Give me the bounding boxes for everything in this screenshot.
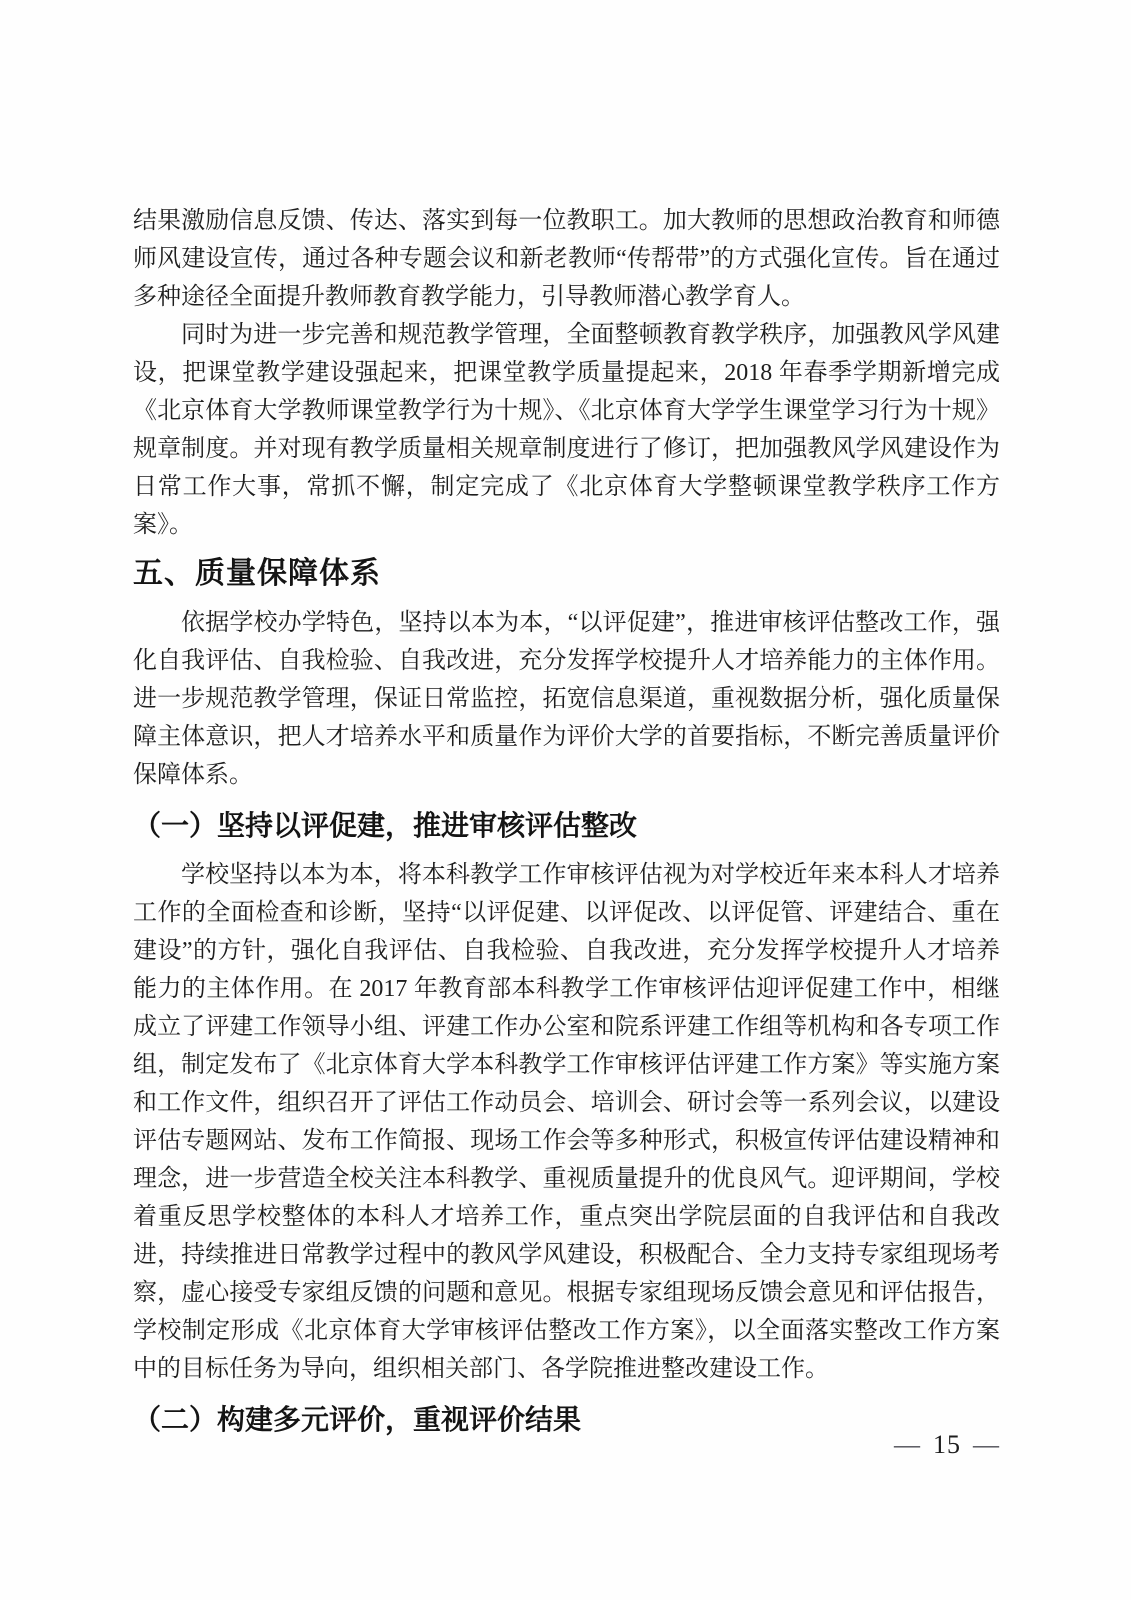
paragraph-evaluation-work: 学校坚持以本为本，将本科教学工作审核评估视为对学校近年来本科人才培养工作的全面检查和诊断，坚持“以评促建、以评促改、以评促管、评建结合、重在建设”的方针，强化自我评估、自我检验、自我改进，充分发挥学校提升人才培养能力的主体作用。在 2017 年教育部本科教学工作审核评估迎评促建工作中，相继成立了评建工作领导小组、评建工作办公室和院系评建工作组等机构和各专项工作组，制定发布了《北京体育大学本科教学工作审核评估评建工作方案》等实施方案和工作文件，组织召开了评估工作动员会、培训会、研讨会等一系列会议，以建设评估专题网站、发布工作简报、现场工作会等多种形式，积极宣传评估建设精神和理念，进一步营造全校关注本科教学、重视质量提升的优良风气。迎评期间，学校着重反思学校整体的本科人才培养工作，重点突出学院层面的自我评估和自我改进，持续推进日常教学过程中的教风学风建设，积极配合、全力支持专家组现场考察，虚心接受专家组反馈的问题和意见。根据专家组现场反馈会意见和评估报告，学校制定形成《北京体育大学审核评估整改工作方案》，以全面落实整改工作方案中的目标任务为导向，组织相关部门、各学院推进整改建设工作。 [133,862,1000,1382]
subsection-heading-2: （二）构建多元评价，重视评价结果 [133,1404,582,1435]
page-footer [894,1430,1000,1460]
page-number: 15 [933,1430,961,1459]
section-heading-quality-assurance: 五、质量保障体系 [133,557,381,590]
paragraph-teaching-management: 同时为进一步完善和规范教学管理，全面整顿教育教学秩序，加强教风学风建设，把课堂教学建设强起来，把课堂教学质量提起来，2018 年春季学期新增完成《北京体育大学教师课堂教学行为十规》、《北京体育大学学生课堂学习行为十规》规章制度。并对现有教学质量相关规章制度进行了修订，把加强教风学风建设作为日常工作大事，常抓不懈，制定完成了《北京体育大学整顿课堂教学秩序工作方案》。 [133,322,1000,538]
footer-dash-right: — [973,1430,1000,1459]
paragraph-continuation: 结果激励信息反馈、传达、落实到每一位教职工。加大教师的思想政治教育和师德师风建设宣传，通过各种专题会议和新老教师“传帮带”的方式强化宣传。旨在通过多种途径全面提升教师教育教学能力，引导教师潜心教学育人。 [133,208,1000,310]
footer-dash-left: — [894,1430,921,1459]
page-content [133,202,1000,1450]
paragraph-section-intro: 依据学校办学特色，坚持以本为本，“以评促建”，推进审核评估整改工作，强化自我评估、自我检验、自我改进，充分发挥学校提升人才培养能力的主体作用。进一步规范教学管理，保证日常监控，拓宽信息渠道，重视数据分析，强化质量保障主体意识，把人才培养水平和质量作为评价大学的首要指标，不断完善质量评价保障体系。 [133,610,1000,788]
subsection-heading-1: （一）坚持以评促建，推进审核评估整改 [133,810,638,841]
